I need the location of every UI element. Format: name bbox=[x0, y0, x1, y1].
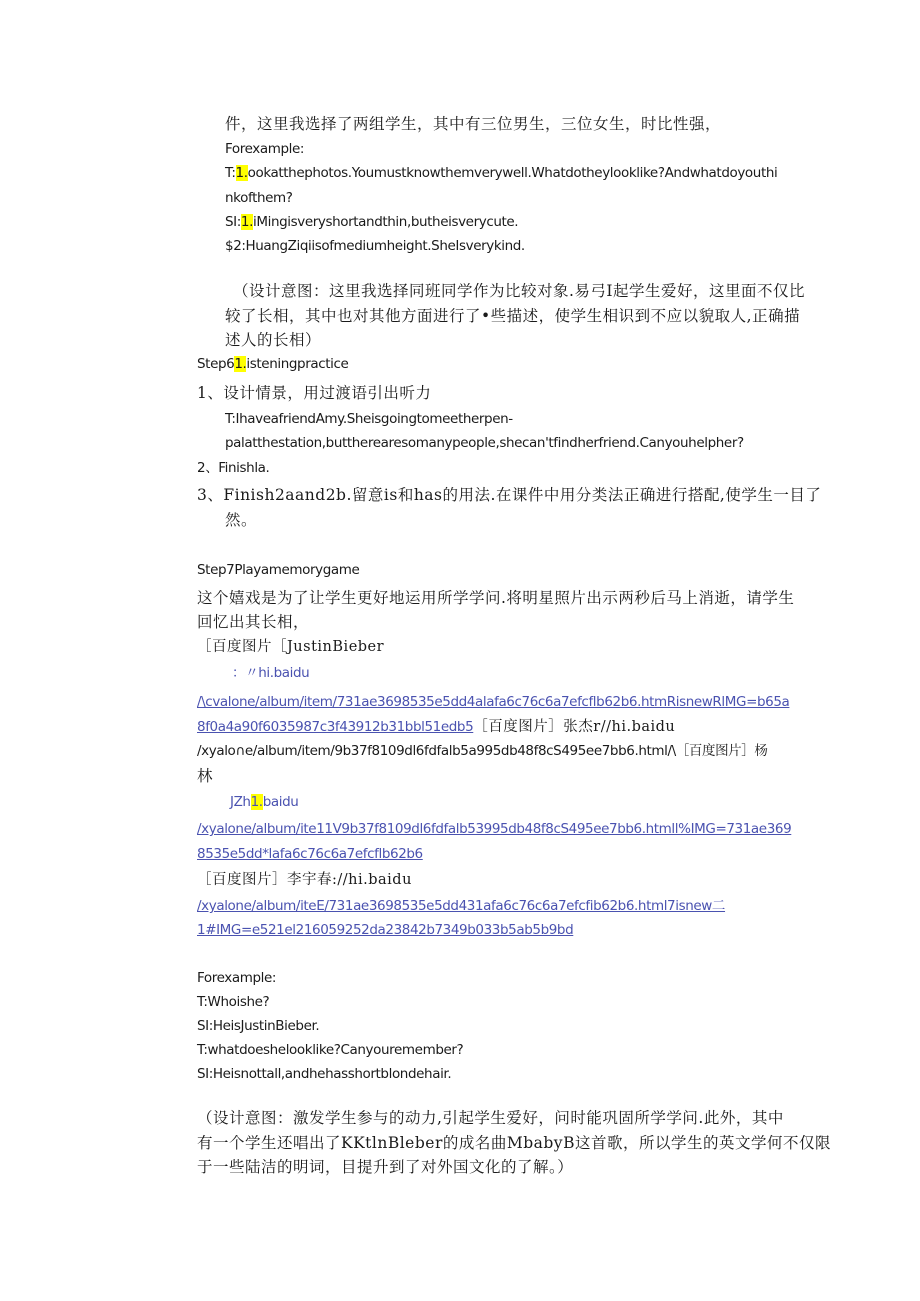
dialogue-line: SI:Heisnottall,andhehasshortblondehair. bbox=[197, 1066, 452, 1082]
url-link[interactable]: /xyalo∩e/album/item/9b37f8109dl6fdfalb5a995db48f8cS495ee7bb6.html/\［百度图片］杨 bbox=[197, 743, 768, 759]
highlight-mark: 1. bbox=[240, 214, 253, 230]
url-link[interactable]: /xyalone/album/ite11V9b37f8109dl6fdfalb53995db48f8cS495ee7bb6.htmll%IMG=731ae369 bbox=[197, 821, 792, 837]
url-link[interactable]: ：〃hi.baidu bbox=[232, 665, 310, 681]
image-reference: ［百度图片［JustinBieber bbox=[197, 639, 385, 655]
dialogue-line: palatthestation,buttherearesomanypeople,shecan'tfindherfriend.Canyouhelpher? bbox=[225, 435, 744, 451]
paragraph-line: 件，这里我选择了两组学生，其中有三位男生，三位女生，时比性强， bbox=[225, 115, 722, 133]
dialogue-line: $2:HuangZiqiisofmediumheight.SheIsverykind. bbox=[225, 238, 525, 254]
paragraph-line: 林 bbox=[197, 767, 214, 785]
dialogue-line: T:IhaveafriendAmy.Sheisgoingtomeetherpen- bbox=[225, 411, 513, 427]
step-heading: Step7Playamemorygame bbox=[197, 562, 360, 578]
list-item: 2、Finishla. bbox=[197, 460, 270, 476]
image-reference: ［百度图片］李宇春://hi.baidu bbox=[197, 872, 412, 888]
image-reference: ［百度图片］张杰r//hi.baidu bbox=[473, 719, 676, 735]
example-heading: Forexample: bbox=[197, 970, 277, 986]
design-intent-line: 较了长相，其中也对其他方面进行了•些描述，使学生相识到不应以貌取人,正确描 bbox=[225, 307, 801, 325]
example-heading: Forexample: bbox=[225, 141, 305, 157]
design-intent-line: （设计意图：激发学生参与的动力,引起学生爱好，问时能巩固所学学问.此外，其中 bbox=[197, 1109, 784, 1127]
highlight-mark: 1. bbox=[250, 794, 263, 810]
list-item: 3、Finish2aand2b.留意is和has的用法.在课件中用分类法正确进行搭配,使学生一目了 bbox=[197, 486, 822, 504]
list-item: 1、设计情景，用过渡语引出听力 bbox=[197, 384, 432, 402]
dialogue-line: SI:1.iMingisveryshortandthin,butheisverycute. bbox=[225, 214, 519, 230]
design-intent-line: 述人的长相） bbox=[225, 331, 322, 349]
dialogue-line: T:Whoishe? bbox=[197, 994, 270, 1010]
dialogue-line: T:1.ookatthephotos.Youmustknowthemverywell.Whatdotheylooklike?Andwhatdoyouthi bbox=[225, 165, 778, 181]
dialogue-line: nkofthem? bbox=[225, 190, 293, 206]
url-link[interactable]: 8535e5dd*lafa6c76c6a7efcflb62b6 bbox=[197, 846, 423, 862]
dialogue-line: SI:HeisJustinBieber. bbox=[197, 1018, 320, 1034]
highlight-mark: 1. bbox=[235, 165, 248, 181]
highlight-mark: 1. bbox=[234, 356, 247, 372]
dialogue-line: T:whatdoeshelooklike?Canyouremember? bbox=[197, 1042, 464, 1058]
list-item-continuation: 然。 bbox=[225, 511, 258, 529]
url-link[interactable]: /xyalone/album/iteE/731ae3698535e5dd431afa6c76c6a7efcfib62b6.html7isnew二 bbox=[197, 898, 726, 914]
url-link[interactable]: 8f0a4a90f6035987c3f43912b31bbl51edb5［百度图片］张杰r//hi.baidu bbox=[197, 719, 676, 735]
url-link[interactable]: JZh1.baidu bbox=[230, 794, 299, 810]
url-link[interactable]: 1#IMG=e521el216059252da23842b7349b033b5ab5b9bd bbox=[197, 922, 574, 938]
step-heading: Step61.isteningpractice bbox=[197, 356, 349, 372]
design-intent-line: 于一些陆洁的明词，目提升到了对外国文化的了解。） bbox=[197, 1158, 574, 1176]
design-intent-line: 有一个学生还唱出了KKtlnBleber的成名曲MbabyB这首歌，所以学生的英文学何不仅限 bbox=[197, 1134, 831, 1152]
design-intent-line: （设计意图：这里我选择同班同学作为比较对象.易弓I起学生爱好，这里面不仅比 bbox=[233, 282, 806, 300]
paragraph-line: 这个嬉戏是为了让学生更好地运用所学学问.将明星照片出示两秒后马上消逝，请学生 bbox=[197, 589, 795, 607]
paragraph-line: 回忆出其长相， bbox=[197, 613, 310, 631]
url-link[interactable]: /\cvalone/album/item/731ae3698535e5dd4alafa6c76c6a7efcflb62b6.htmRisnewRlMG=b65a bbox=[197, 694, 790, 710]
